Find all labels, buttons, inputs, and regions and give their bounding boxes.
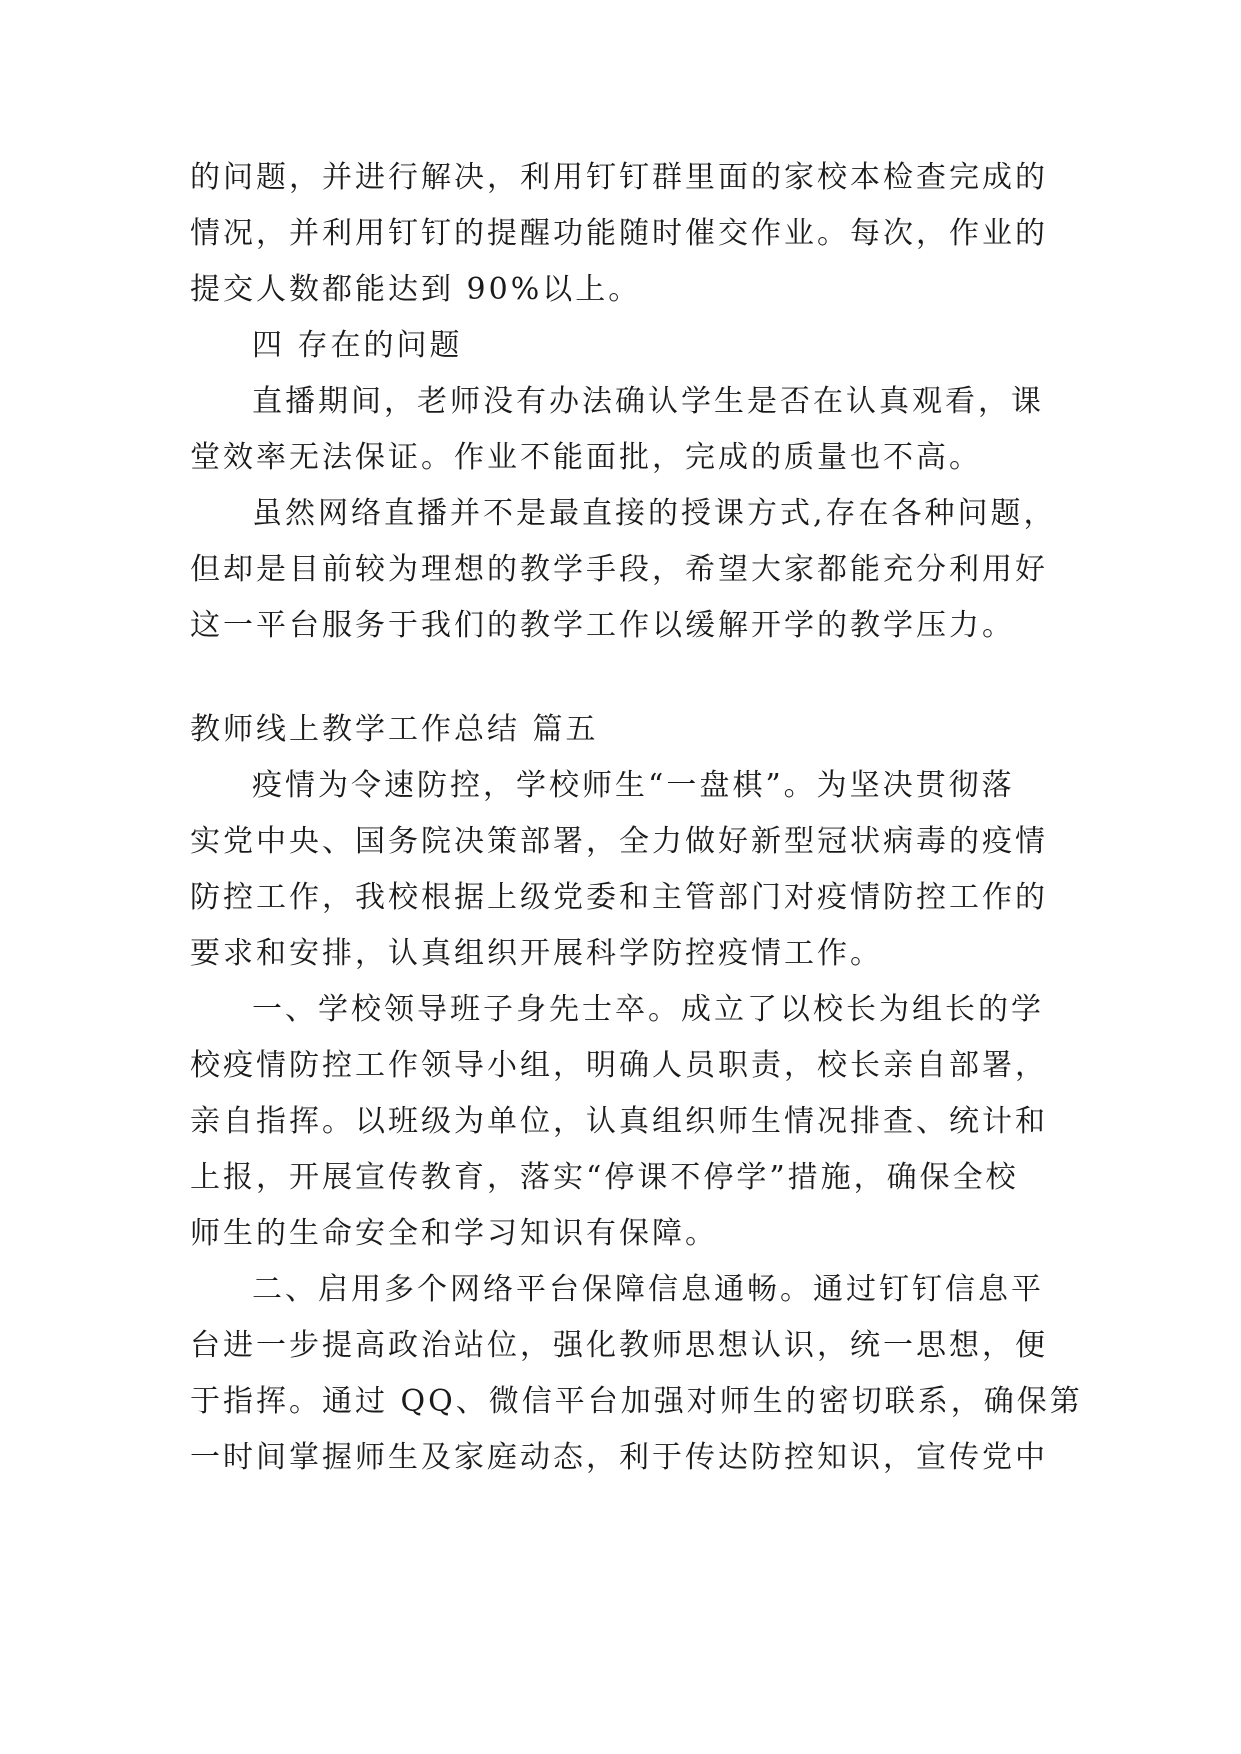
text-line: 但却是目前较为理想的教学手段，希望大家都能充分利用好 [190, 552, 1048, 587]
text-line: 虽然网络直播并不是最直接的授课方式,存在各种问题， [252, 496, 1057, 531]
paragraph-intro [190, 758, 1050, 982]
section-heading-problems: 四 存在的问题 [252, 328, 463, 363]
document-body [190, 150, 1083, 1486]
text-line: 台进一步提高政治站位，强化教师思想认识，统一思想，便 [190, 1328, 1048, 1363]
text-line: 要求和安排，认真组织开展科学防控疫情工作。 [190, 936, 883, 971]
article-title: 教师线上教学工作总结 篇五 [190, 712, 599, 747]
text-line: 校疫情防控工作领导小组，明确人员职责，校长亲自部署， [190, 1048, 1048, 1083]
text-line: 直播期间，老师没有办法确认学生是否在认真观看，课 [252, 384, 1044, 419]
text-line: 于指挥。通过 QQ、微信平台加强对师生的密切联系，确保第 [190, 1384, 1083, 1419]
text-line: 一时间掌握师生及家庭动态，利于传达防控知识，宣传党中 [190, 1440, 1048, 1475]
text-line: 防控工作，我校根据上级党委和主管部门对疫情防控工作的 [190, 880, 1048, 915]
text-line: 一、学校领导班子身先士卒。成立了以校长为组长的学 [252, 992, 1044, 1027]
text-line: 亲自指挥。以班级为单位，认真组织师生情况排查、统计和 [190, 1104, 1048, 1139]
paragraph-live-conclusion [190, 486, 1057, 654]
text-line: 上报，开展宣传教育，落实“停课不停学”措施，确保全校 [190, 1160, 1019, 1195]
text-line: 堂效率无法保证。作业不能面批，完成的质量也不高。 [190, 440, 982, 475]
paragraph-network-platforms [190, 1262, 1083, 1486]
paragraph-continued [190, 150, 1050, 318]
text-line: 二、启用多个网络平台保障信息通畅。通过钉钉信息平 [252, 1272, 1044, 1307]
text-line: 这一平台服务于我们的教学工作以缓解开学的教学压力。 [190, 608, 1015, 643]
text-line: 疫情为令速防控，学校师生“一盘棋”。为坚决贯彻落 [252, 768, 1015, 803]
paragraph-leadership [190, 982, 1050, 1262]
text-line: 师生的生命安全和学习知识有保障。 [190, 1216, 718, 1251]
text-line: 实党中央、国务院决策部署，全力做好新型冠状病毒的疫情 [190, 824, 1048, 859]
paragraph-live-problems [190, 374, 1050, 486]
text-line: 提交人数都能达到 90%以上。 [190, 272, 642, 307]
text-line: 的问题，并进行解决，利用钉钉群里面的家校本检查完成的 [190, 160, 1048, 195]
text-line: 情况，并利用钉钉的提醒功能随时催交作业。每次，作业的 [190, 216, 1048, 251]
section-gap [190, 654, 1050, 702]
